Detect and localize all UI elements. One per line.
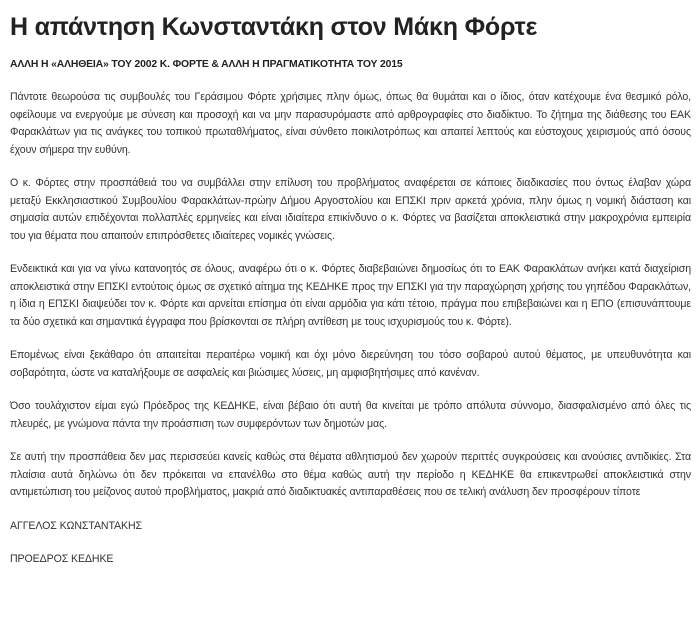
article-paragraph: Όσο τουλάχιστον είμαι εγώ Πρόεδρος της ΚΕΔΗΚΕ, είναι βέβαιο ότι αυτή θα κινείται με τρόπο απόλυτα σύννομο, διασφαλισμένο από όλες τις πλευρές, με γνώμονα πάντα την προάσπιση των συμφερόντων των δημοτών μας. [10, 400, 691, 430]
article-body [10, 89, 691, 569]
signature-role: ΠΡΟΕΔΡΟΣ ΚΕΔΗΚΕ [10, 553, 114, 565]
signature-name: ΑΓΓΕΛΟΣ ΚΩΝΣΤΑΝΤΑΚΗΣ [10, 519, 142, 532]
article-paragraph: Πάντοτε θεωρούσα τις συμβουλές του Γεράσιμου Φόρτε χρήσιμες πλην όμως, όπως θα θυμάται και ο ίδιος, όταν κατέχουμε ένα θεσμικό ρόλο, οφείλουμε να ενεργούμε με σύνεση και προσοχή και να μην παρασυρόμαστε από αρθρογραφίες στο διαδίκτυο. Το ζήτημα της διάθεσης του ΕΑΚ Φαρακλάτων για τις ανάγκες του τοπικού πρωταθλήματος, είναι σύνθετο ποικιλοτρόπως και απαιτεί λεπτούς και εύστοχους χειρισμούς από όσους έχουν σήμερα την ευθύνη. [10, 91, 691, 156]
article-paragraph: Σε αυτή την προσπάθεια δεν μας περισσεύει κανείς καθώς στα θέματα αθλητισμού δεν χωρούν περιττές συγκρούσεις και ανούσιες αντιδικίες. Στα πλαίσια αυτά δηλώνω ότι δεν πρόκειται να επανέλθω στο θέμα καθώς αυτή την περίοδο η ΚΕΔΗΚΕ θα επικεντρωθεί αποκλειστικά στην αντιμετώπιση του μείζονος αυτού προβλήματος, μακριά από διαδικτυακές αντιπαραθέσεις που σε τελική ανάλυση δεν προσφέρουν τίποτε [10, 451, 691, 498]
article-paragraph: Επομένως είναι ξεκάθαρο ότι απαιτείται περαιτέρω νομική και όχι μόνο διερεύνηση του τόσο σοβαρού αυτού θέματος, με υπευθυνότητα και σοβαρότητα, ώστε να καταλήξουμε σε ασφαλείς και βιώσιμες λύσεις, μη αμφισβητήσιμες από κανέναν. [10, 349, 691, 379]
article-paragraph: Ο κ. Φόρτες στην προσπάθειά του να συμβάλλει στην επίλυση του προβλήματος αναφέρεται σε κάποιες διαδικασίες που όντως έλαβαν χώρα μεταξύ Εκκλησιαστικού Συμβουλίου Φαρακλάτων-πρώην Δήμου Αργοστολίου και ΕΠΣΚΙ πριν αρκετά χρόνια, πλην όμως η νομική διάσταση και σημασία αυτών επιδέχονται πολλαπλές ερμηνείες και είναι ιδιαίτερα επικίνδυνο ο κ. Φόρτες να βασίζεται αποκλειστικά στην μακροχρόνια εμπειρία του για θέματα που απαιτούν επιπρόσθετες ιδιαίτερες νομικές γνώσεις. [10, 177, 691, 242]
article-subtitle: ΑΛΛΗ Η «ΑΛΗΘΕΙΑ» ΤΟΥ 2002 Κ. ΦΟΡΤΕ & ΑΛΛΗ Η ΠΡΑΓΜΑΤΙΚΟΤΗΤΑ ΤΟΥ 2015 [10, 59, 403, 70]
article-paragraph: Ενδεικτικά και για να γίνω κατανοητός σε όλους, αναφέρω ότι ο κ. Φόρτες διαβεβαιώνει δημοσίως ότι το ΕΑΚ Φαρακλάτων ανήκει κατά διαχείριση αποκλειστικά στην ΕΠΣΚΙ εντούτοις όμως σε σχετικό αίτημα της ΚΕΔΗΚΕ προς την ΕΠΣΚΙ για την παραχώρηση χρήσης του γηπέδου Φαρακλάτων, η ίδια η ΕΠΣΚΙ διαψεύδει τον κ. Φόρτε και αρνείται επίσημα ότι είναι αρμόδια για κάτι τέτοιο, πράγμα που επιβεβαιώνει και η ΕΠΟ (επισυνάπτουμε τα δύο σχετικά και σημαντικά έγγραφα που βρίσκονται σε πλήρη αντίθεση με τους ισχυρισμούς του κ. Φόρτε). [10, 263, 691, 328]
article-title: Η απάντηση Κωνσταντάκη στον Μάκη Φόρτε [10, 13, 538, 41]
